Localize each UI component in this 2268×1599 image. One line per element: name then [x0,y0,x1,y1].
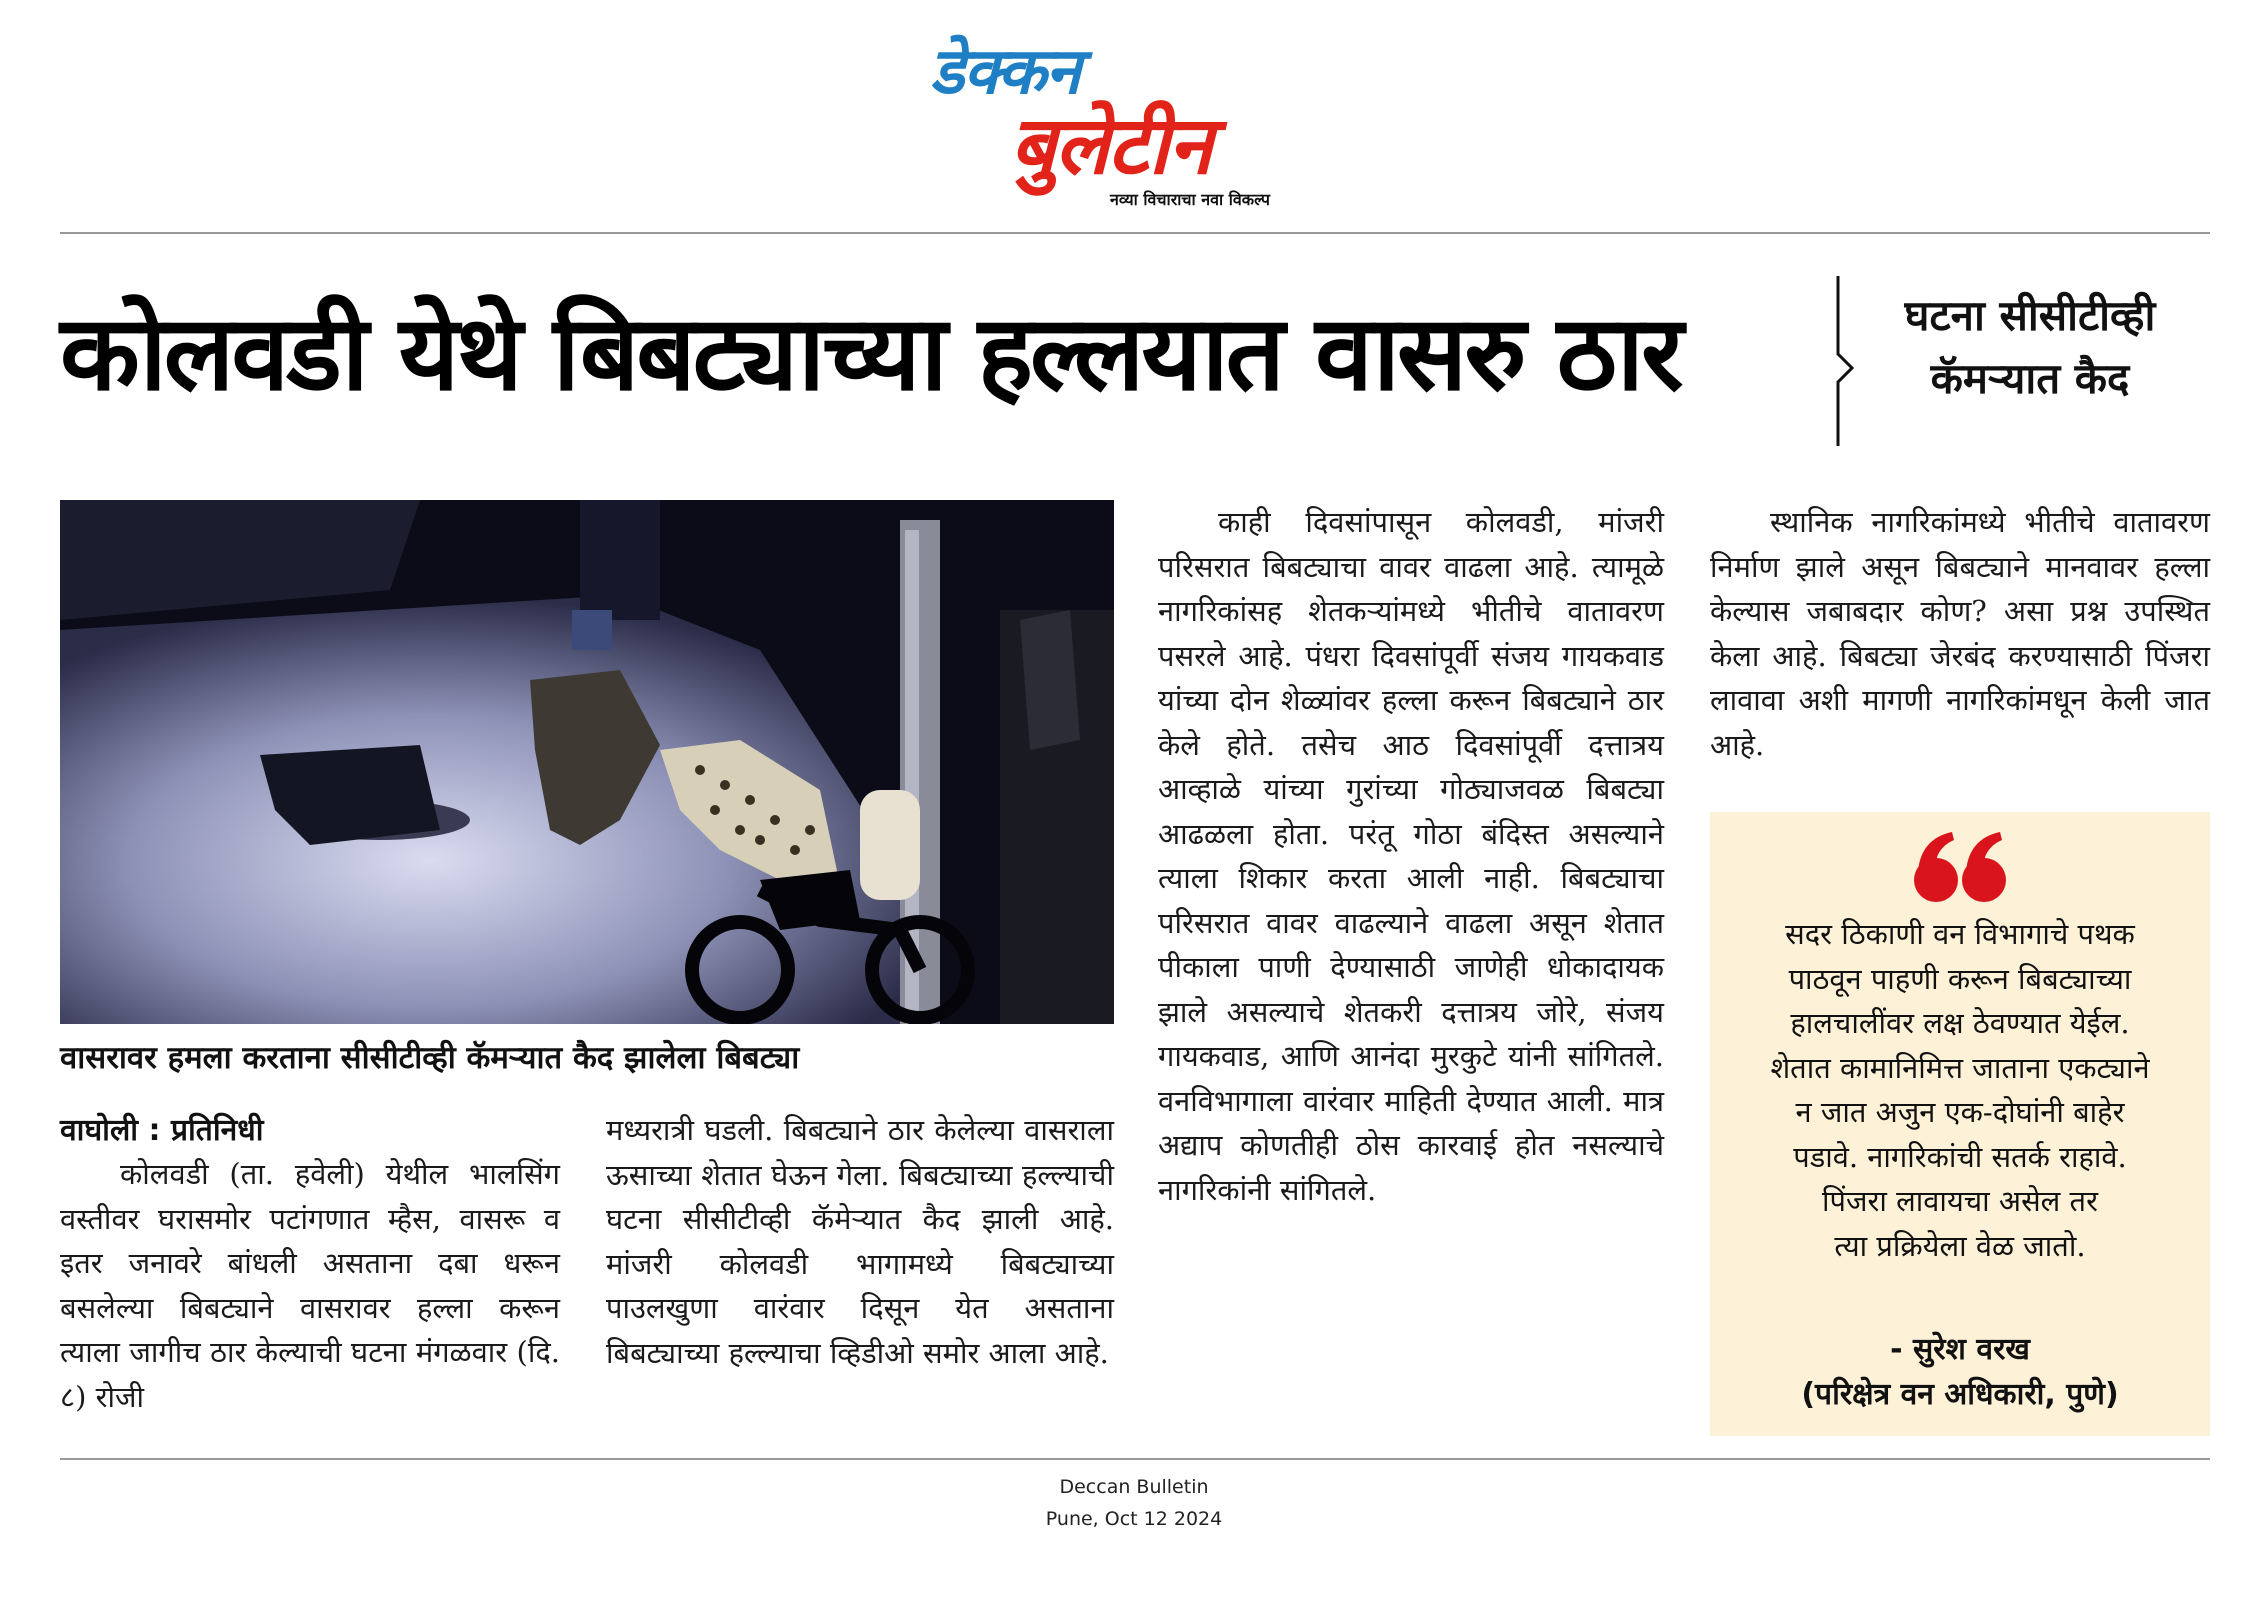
footer-place-date: Pune, Oct 12 2024 [1045,1508,1223,1530]
top-divider [60,232,2210,234]
column-3-text: काही दिवसांपासून कोलवडी, मांजरी परिसरात बिबट्याचा वावर वाढला आहे. त्यामूळे नागरिकांसह शेतकऱ्यांमध्ये भीतीचे वातावरण पसरले आहे. पंधरा दिवसांपूर्वी संजय गायकवाड यांच्या दोन शेळ्यांवर हल्ला करून बिबट्याने ठार केले होते. तसेच आठ दिवसांपूर्वी दत्तात्रय आव्हाळे यांच्या गुरांच्या गोठ्याजवळ बिबट्या आढळला होता. परंतू गोठा बंदिस्त असल्याने त्याला शिकार करता आली नाही. बिबट्याचा परिसरात वावर वाढल्याने वाढला असून शेतात पीकाला पाणी देण्यासाठी जाणेही धोकादायक झाले असल्याचे शेतकरी दत्तात्रय जोरे, संजय गायकवाड, आणि आनंदा मुरकुटे यांनी सांगितले. वनविभागाला वारंवार माहिती देण्यात आली. मात्र अद्याप कोणतीही ठोस कारवाई होत नसल्याचे नागरिकांनी सांगितले. [1158,505,1664,1207]
byline: वाघोली : प्रतिनिधी [60,1113,264,1148]
article-column-2 [606,1108,1114,1375]
masthead-logo-line1: डेक्कन [930,35,1080,109]
quote-box [1710,812,2210,1436]
bottom-divider [60,1458,2210,1460]
column-1-text: कोलवडी (ता. हवेली) येथील भालसिंग वस्तीवर घरासमोर पटांगणात म्हैस, वासरू व इतर जनावरे बांधली असताना दबा धरून बसलेल्या बिबट्याने वासरावर हल्ला करून त्याला जागीच ठार केल्याची घटना मंगळवार (दि. ८) रोजी [60,1157,560,1414]
footer-publication: Deccan Bulletin [1059,1476,1209,1498]
quote-attribution [1730,1327,2190,1417]
quote-line: सदर ठिकाणी वन विभागाचे पथक [1785,917,2135,951]
article-headline: कोलवडी येथे बिबट्याच्या हल्लयात वासरु ठार [60,292,1681,414]
column-4-text: स्थानिक नागरिकांमध्ये भीतीचे वातावरण निर्माण झाले असून बिबट्याने मानवावर हल्ला केल्यास जबाबदार कोण? असा प्रश्न उपस्थित केला आहे. बिबट्या जेरबंद करण्यासाठी पिंजरा लावावा अशी मागणी नागरिकांमधून केली जात आहे. [1710,505,2210,762]
cctv-photo [60,500,1114,1024]
quote-line: शेतात कामानिमित्त जाताना एकट्याने [1770,1050,2150,1085]
article-column-3 [1158,500,1664,1212]
photo-caption: वासरावर हमला करताना सीसीटीव्ही कॅमऱ्यात कैद झालेला बिबट्या [60,1040,800,1076]
masthead-logo-line2: बुलेटीन [1010,99,1212,192]
quote-mark-icon [1910,830,2010,906]
quote-author: - सुरेश वरख [1890,1332,2030,1367]
subheading-line1: घटना सीसीटीव्ही [1904,291,2156,340]
article-column-4 [1710,500,2210,767]
quote-designation: (परिक्षेत्र वन अधिकारी, पुणे) [1801,1377,2119,1412]
subheading-line2: कॅमऱ्यात कैद [1930,354,2130,403]
quote-text [1730,912,2190,1268]
quote-line: पडावे. नागरिकांची सतर्क राहावे. [1793,1139,2127,1174]
quote-line: पाठवून पाहणी करून बिबट्याच्या [1788,961,2132,996]
quote-line: पिंजरा लावायचा असेल तर [1822,1184,2098,1218]
quote-line: हालचालींवर लक्ष ठेवण्यात येईल. [1790,1006,2130,1040]
quote-line: न जात अजुन एक-दोघांनी बाहेर [1795,1095,2125,1129]
leopard-attack-image [60,500,1114,1024]
subheading [1850,284,2210,410]
article-column-1 [60,1152,560,1419]
quote-line: त्या प्रक्रियेला वेळ जातो. [1834,1228,2086,1263]
masthead-tagline: नव्या विचाराचा नवा विकल्प [1110,190,1271,209]
column-2-text: मध्यरात्री घडली. बिबट्याने ठार केलेल्या वासराला ऊसाच्या शेतात घेऊन गेला. बिबट्याच्या हल्ल्याची घटना सीसीटीव्ही कॅमेऱ्यात कैद झाली आहे. मांजरी कोलवडी भागामध्ये बिबट्याच्या पाउलखुणा वारंवार दिसून येत असताना बिबट्याच्या हल्ल्याचा व्हिडीओ समोर आला आहे. [606,1113,1114,1370]
